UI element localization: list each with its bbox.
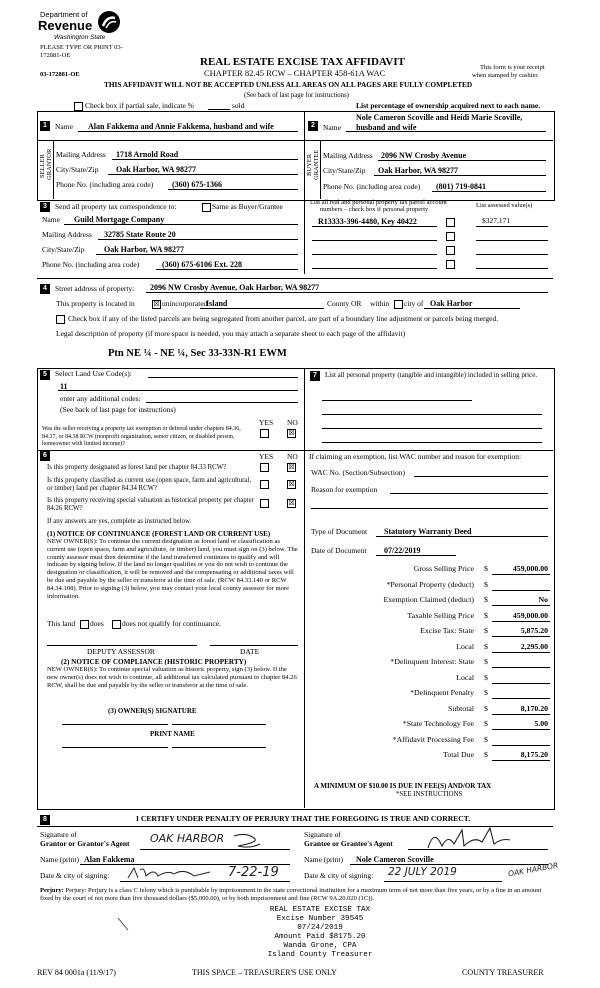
parcel-header-1: List all real and personal property tax parcel account [310, 199, 447, 206]
calc-row-label: Local [456, 672, 474, 682]
stamp-excise-number: Excise Number 39545 [276, 915, 364, 923]
s5-yes: YES [259, 418, 274, 427]
partial-sale-label: Check box if partial sale, indicate % [85, 101, 194, 110]
s6-no: NO [287, 452, 298, 461]
assessed-header: List assessed value(s) [476, 202, 533, 209]
grantor-sig-label-2: Grantor or Grantor's Agent [40, 839, 130, 848]
grantor-signing-date[interactable]: 7-22-19 [228, 865, 279, 880]
seller-name[interactable]: Alan Fakkema and Annie Fakkema, husband and wife [88, 122, 274, 131]
dor-logo-icon [97, 10, 121, 34]
current-use-no-checkbox[interactable]: ☒ [288, 480, 295, 488]
seller-name-label: Name [55, 122, 73, 131]
print-name-label: PRINT NAME [150, 730, 195, 738]
calc-row-value[interactable]: 8,175.20 [520, 750, 548, 759]
grantee-name[interactable]: Nole Cameron Scoville [356, 855, 434, 864]
same-as-buyer-label: Same as Buyer/Grantee [212, 202, 283, 211]
section-1-number: 1 [40, 121, 50, 131]
parcel-number[interactable]: R13333-396-4480, Key 40422 [318, 217, 417, 226]
form-title: REAL ESTATE EXCISE TAX AFFIDAVIT [200, 56, 405, 68]
dept-line3: Washington State [54, 34, 106, 41]
city-of-label: city of [404, 299, 424, 308]
calc-row-label: Total Due [443, 750, 474, 759]
located-label: This property is located in [56, 299, 135, 308]
personal-prop-checkbox-1[interactable] [446, 218, 455, 227]
calc-row-currency: $ [484, 719, 488, 728]
calc-row-label: Excise Tax: State [420, 626, 474, 635]
does-label: does [90, 619, 104, 628]
additional-codes-label: enter any additional codes: [60, 394, 141, 403]
doc-date[interactable]: 07/22/2019 [384, 546, 421, 555]
calc-row-label: Subtotal [448, 703, 474, 713]
not-qualifies-checkbox[interactable] [112, 620, 121, 629]
calc-row-label: Gross Selling Price [413, 564, 474, 573]
stamp-treasurer: Wanda Grone, CPA [283, 942, 357, 950]
seller-city[interactable]: Oak Harbor, WA 98277 [116, 165, 197, 174]
parcel-header-2: numbers – check box if personal property [320, 206, 429, 213]
treasurer-stamp [260, 906, 380, 960]
wac-number-label: WAC No. (Section/Subsection) [311, 468, 405, 477]
unincorporated-checkbox[interactable]: ☒ [153, 300, 160, 308]
calc-row-currency: $ [484, 626, 488, 635]
does-not-label: does not qualify for continuance. [122, 619, 221, 628]
calc-row-currency: $ [484, 703, 488, 713]
historic-no-checkbox[interactable]: ☒ [288, 499, 295, 507]
treasurer-use-only: THIS SPACE – TREASURER'S USE ONLY [192, 968, 337, 977]
calc-row-label: *Delinquent Penalty [410, 688, 474, 697]
grantor-initials-scribble-icon [124, 864, 214, 882]
s5-see-back: (See back of last page for instructions) [60, 405, 176, 414]
assessed-value[interactable]: $327,171 [482, 216, 511, 225]
s3-city[interactable]: Oak Harbor, WA 98277 [104, 245, 185, 254]
legal-desc-label: Legal description of property (if more space is needed, you may attach a separate sheet to each page of the affidavit) [56, 329, 406, 338]
segregated-checkbox[interactable] [56, 315, 65, 324]
stamp-title: REAL ESTATE EXCISE TAX [269, 906, 371, 914]
warning-line: THIS AFFIDAVIT WILL NOT BE ACCEPTED UNLESS ALL AREAS ON ALL PAGES ARE FULLY COMPLETED [104, 80, 473, 89]
chapter-line: CHAPTER 82.45 RCW – CHAPTER 458-61A WAC [204, 68, 386, 78]
within-label: within [370, 299, 390, 308]
calc-row-currency: $ [484, 750, 488, 759]
partial-sale-checkbox[interactable] [74, 102, 83, 111]
pen-mark-icon [116, 916, 130, 932]
grantor-name[interactable]: Alan Fakkema [84, 855, 135, 864]
historic-question: Is this property receiving special valuation as historical property per chapter 84.26 RCW? [47, 497, 254, 512]
calc-row-currency: $ [484, 672, 488, 682]
s3-phone-label: Phone No. (including area code) [42, 260, 140, 269]
grantee-sig-label-2: Grantee or Grantee's Agent [304, 839, 393, 848]
exempt-no-checkbox[interactable]: ☒ [288, 429, 295, 437]
s3-mailing-label: Mailing Address [42, 230, 92, 239]
s6-yes: YES [259, 452, 274, 461]
land-use-code[interactable]: 11 [60, 382, 68, 391]
s3-name-label: Name [42, 215, 60, 224]
seller-city-label: City/State/Zip [56, 165, 99, 174]
if-yes-note: If any answers are yes, complete as instructed below. [47, 518, 192, 525]
dept-logo-text: Revenue [38, 18, 93, 33]
owner-signature-label: (3) OWNER(S) SIGNATURE [108, 707, 197, 715]
historic-yes-checkbox[interactable] [260, 499, 269, 508]
unincorporated-county[interactable]: Island [206, 299, 228, 308]
notice-compliance-body: NEW OWNER(S): To continue special valuation as historic property, sign (3) below. If the new owner(s) does not wish to continue, all additional tax calculated pursuant to chapter 84.26 RCW, shall be due and payable by the seller or transferor at the time of sale. [47, 666, 297, 689]
seller-mailing[interactable]: 1718 Arnold Road [116, 150, 179, 159]
buyer-phone[interactable]: (801) 719-0841 [436, 182, 486, 191]
section-7-number: 7 [310, 371, 320, 381]
buyer-name-label: Name [323, 123, 341, 132]
calc-row-value[interactable]: 459,000.00 [512, 564, 548, 573]
doc-date-label: Date of Document [311, 546, 367, 555]
calc-row-value[interactable]: 8,170.20 [520, 703, 548, 713]
grantor-sig-label-1: Signature of [40, 830, 77, 839]
personal-property-label: List all personal property (tangible and intangible) included in selling price. [325, 371, 538, 379]
calc-row-value[interactable]: 2,295.00 [520, 641, 548, 651]
form-number: 172881-OE [40, 52, 71, 59]
current-use-yes-checkbox[interactable] [260, 480, 269, 489]
grantee-signing-date[interactable]: 22 JULY 2019 [388, 866, 457, 878]
calc-row-label: Local [456, 641, 474, 651]
seller-phone[interactable]: (360) 675-1366 [172, 180, 222, 189]
dept-line1: Department of [40, 10, 88, 19]
s3-phone[interactable]: (360) 675-6106 Ext. 228 [162, 260, 242, 269]
wac-claim-label: If claiming an exemption, list WAC number and reason for exemption: [309, 452, 522, 461]
grantee-sig-label-1: Signature of [304, 830, 341, 839]
calc-row-label: *Affidavit Processing Fee [392, 734, 474, 744]
exemption-question: Was the seller receiving a property tax exemption or deferral under chapters 84.36, 84.37, or 84.38 RCW (nonprofit organization, senior citizen, or disabled person, homeowner with limited income)? [42, 426, 241, 447]
qualifies-checkbox[interactable] [80, 620, 89, 629]
buyer-name-line1[interactable]: Nole Cameron Scoville and Heidi Marie Scoville, [356, 113, 523, 122]
notice-continuance-title: (1) NOTICE OF CONTINUANCE (FOREST LAND OR CURRENT USE) [47, 530, 271, 538]
s5-no: NO [287, 418, 298, 427]
calc-row-label: *Personal Property (deduct) [386, 579, 474, 589]
section-4-number: 4 [40, 284, 50, 294]
ownership-note: List percentage of ownership acquired next to each name. [356, 101, 541, 110]
calc-row-currency: $ [484, 734, 488, 744]
forest-question: Is this property designated as forest land per chapter 84.33 RCW? [47, 464, 227, 471]
minimum-note: A MINIMUM OF $10.00 IS DUE IN FEE(S) AND/OR TAX [314, 782, 492, 790]
section-2-number: 2 [308, 121, 318, 131]
grantor-signature-city[interactable]: OAK HARBOR [150, 832, 225, 845]
county-treasurer-label: COUNTY TREASURER [462, 968, 544, 977]
buyer-mailing-label: Mailing Address [323, 151, 373, 160]
grantor-date-label: Date & city of signing: [40, 871, 110, 880]
section-8-number: 8 [40, 815, 50, 825]
seller-side-label-2: GRANTOR [46, 148, 53, 180]
calc-row-value[interactable]: 5.00 [534, 719, 548, 728]
s3-name[interactable]: Guild Mortgage Company [74, 215, 165, 224]
calc-row-currency: $ [484, 595, 488, 604]
stamp-date: 07/24/2019 [297, 924, 343, 932]
calc-row-currency: $ [484, 688, 488, 697]
seller-mailing-label: Mailing Address [56, 150, 106, 159]
buyer-side-label-1: BUYER [306, 153, 313, 176]
grantor-signature-scribble-icon [232, 832, 262, 850]
grantor-name-label: Name (print) [40, 855, 79, 864]
current-use-question: Is this property classified as current use (open space, farm and agricultural, or timber) land per chapter 84.34 RCW? [47, 477, 252, 492]
buyer-name-line2[interactable]: husband and wife [356, 123, 417, 132]
personal-prop-checkbox-4[interactable] [446, 260, 455, 269]
calc-row-label: Exemption Claimed (deduct) [383, 595, 474, 604]
forest-yes-checkbox[interactable] [260, 463, 269, 472]
send-correspondence-label: Send all property tax correspondence to: [55, 202, 177, 211]
personal-prop-checkbox-2[interactable] [446, 232, 455, 241]
street-label: Street address of property: [55, 284, 135, 293]
county-or-label: County OR [327, 299, 362, 308]
property-street[interactable]: 2096 NW Crosby Avenue, Oak Harbor, WA 98277 [150, 283, 320, 292]
grantee-name-label: Name (print) [304, 855, 343, 864]
certify-statement: I CERTIFY UNDER PENALTY OF PERJURY THAT THE FOREGOING IS TRUE AND CORRECT. [136, 814, 471, 823]
calc-row-value[interactable]: No [538, 595, 548, 604]
this-land-label: This land [47, 619, 76, 628]
calc-row-label: *Delinquent Interest: State [390, 657, 474, 666]
perjury-statement: Perjury: Perjury: Perjury is a class C felony which is punishable by imprisonment in the state correctional institution for a maximum term of not more than five years, or by a fine in an amount fixed by the court of not more than five thousand dollars ($5,000.00), or by both imprisonment and fine (RCW 9A.20.020 (1C)). [40, 887, 542, 902]
notice-compliance-title: (2) NOTICE OF COMPLIANCE (HISTORIC PROPERTY) [61, 658, 247, 666]
calc-row-currency: $ [484, 610, 488, 620]
grantee-date-label: Date & city of signing: [304, 871, 374, 880]
exemption-reason-label: Reason for exemption [311, 485, 378, 494]
calc-row-currency: $ [484, 579, 488, 589]
s3-mailing[interactable]: 32785 State Route 20 [104, 230, 176, 239]
calc-row-label: Taxable Selling Price [407, 610, 474, 620]
please-type: PLEASE TYPE OR PRINT 03- [40, 44, 123, 51]
see-back: (See back of last page for instructions) [244, 92, 349, 99]
calc-row-currency: $ [484, 641, 488, 651]
land-use-label: Select Land Use Code(s): [55, 369, 132, 378]
unincorporated-label: unincorporated [162, 299, 208, 308]
seller-side-label-1: SELLER [39, 154, 46, 178]
buyer-city[interactable]: Oak Harbor, WA 98277 [378, 166, 459, 175]
section-3-number: 3 [40, 202, 50, 212]
receipt-note-2: when stamped by cashier. [472, 72, 539, 79]
s3-city-label: City/State/Zip [42, 245, 85, 254]
sold-label: sold [232, 101, 245, 110]
forest-no-checkbox[interactable]: ☒ [288, 463, 295, 471]
notice-continuance-body: NEW OWNER(S): To continue the current designation as forest land or classification as current use (open space, farm and agriculture, or timber) land, you must sign on (3) below. The county assessor must then determine if the land transferred continues to qualify and will indicate by signing below. If the land no longer qualifies or you do not wish to continue the designation or classification, it will be removed and the compensating or additional taxes will be due and payable by the seller or transferor at the time of sale. (RCW 84.33.140 or RCW 84.34.108). Prior to signing (3) below, you may contact your local county assessor for more information. [47, 538, 298, 600]
deputy-assessor-label: DEPUTY ASSESSOR [87, 647, 155, 656]
grantee-signing-city[interactable]: OAK HARBOR [507, 860, 559, 879]
deputy-date-label: DATE [240, 647, 260, 656]
buyer-city-label: City/State/Zip [323, 166, 366, 175]
see-instructions: *SEE INSTRUCTIONS [396, 791, 463, 798]
exempt-yes-checkbox[interactable] [260, 429, 269, 438]
seller-phone-label: Phone No. (including area code) [56, 180, 154, 189]
segregated-label: Check box if any of the listed parcels are being segregated from another parcel, are part of a boundary line adjustment or parcels being merged. [68, 314, 499, 323]
same-as-buyer-checkbox[interactable] [202, 203, 211, 212]
calc-row-currency: $ [484, 657, 488, 666]
form-number-2: 03-172881-OE [40, 71, 80, 78]
stamp-amount: Amount Paid $8175.20 [274, 933, 366, 941]
city-of-value[interactable]: Oak Harbor [430, 299, 473, 308]
legal-description[interactable]: Ptn NE ¼ - NE ¼, Sec 33-33N-R1 EWM [108, 348, 287, 359]
form-revision: REV 84 0001a (11/9/17) [37, 968, 116, 977]
buyer-phone-label: Phone No. (including area code) [323, 182, 421, 191]
calc-row-label: *State Technology Fee [402, 719, 474, 728]
within-city-checkbox[interactable] [394, 300, 403, 309]
calc-row-value[interactable]: 459,000.00 [512, 610, 548, 620]
section-5-number: 5 [40, 370, 50, 380]
doc-type-label: Type of Document [311, 527, 368, 536]
section-6-number: 6 [40, 451, 50, 461]
stamp-county: Island County Treasurer [267, 951, 373, 959]
buyer-side-label-2: GRANTEE [313, 149, 320, 180]
calc-row-currency: $ [484, 564, 488, 573]
receipt-note-1: This form is your receipt [480, 64, 545, 71]
doc-type[interactable]: Statutory Warranty Deed [384, 527, 472, 536]
personal-prop-checkbox-3[interactable] [446, 246, 455, 255]
calc-row-value[interactable]: 5,875.20 [520, 626, 548, 635]
buyer-mailing[interactable]: 2096 NW Crosby Avenue [381, 151, 467, 160]
